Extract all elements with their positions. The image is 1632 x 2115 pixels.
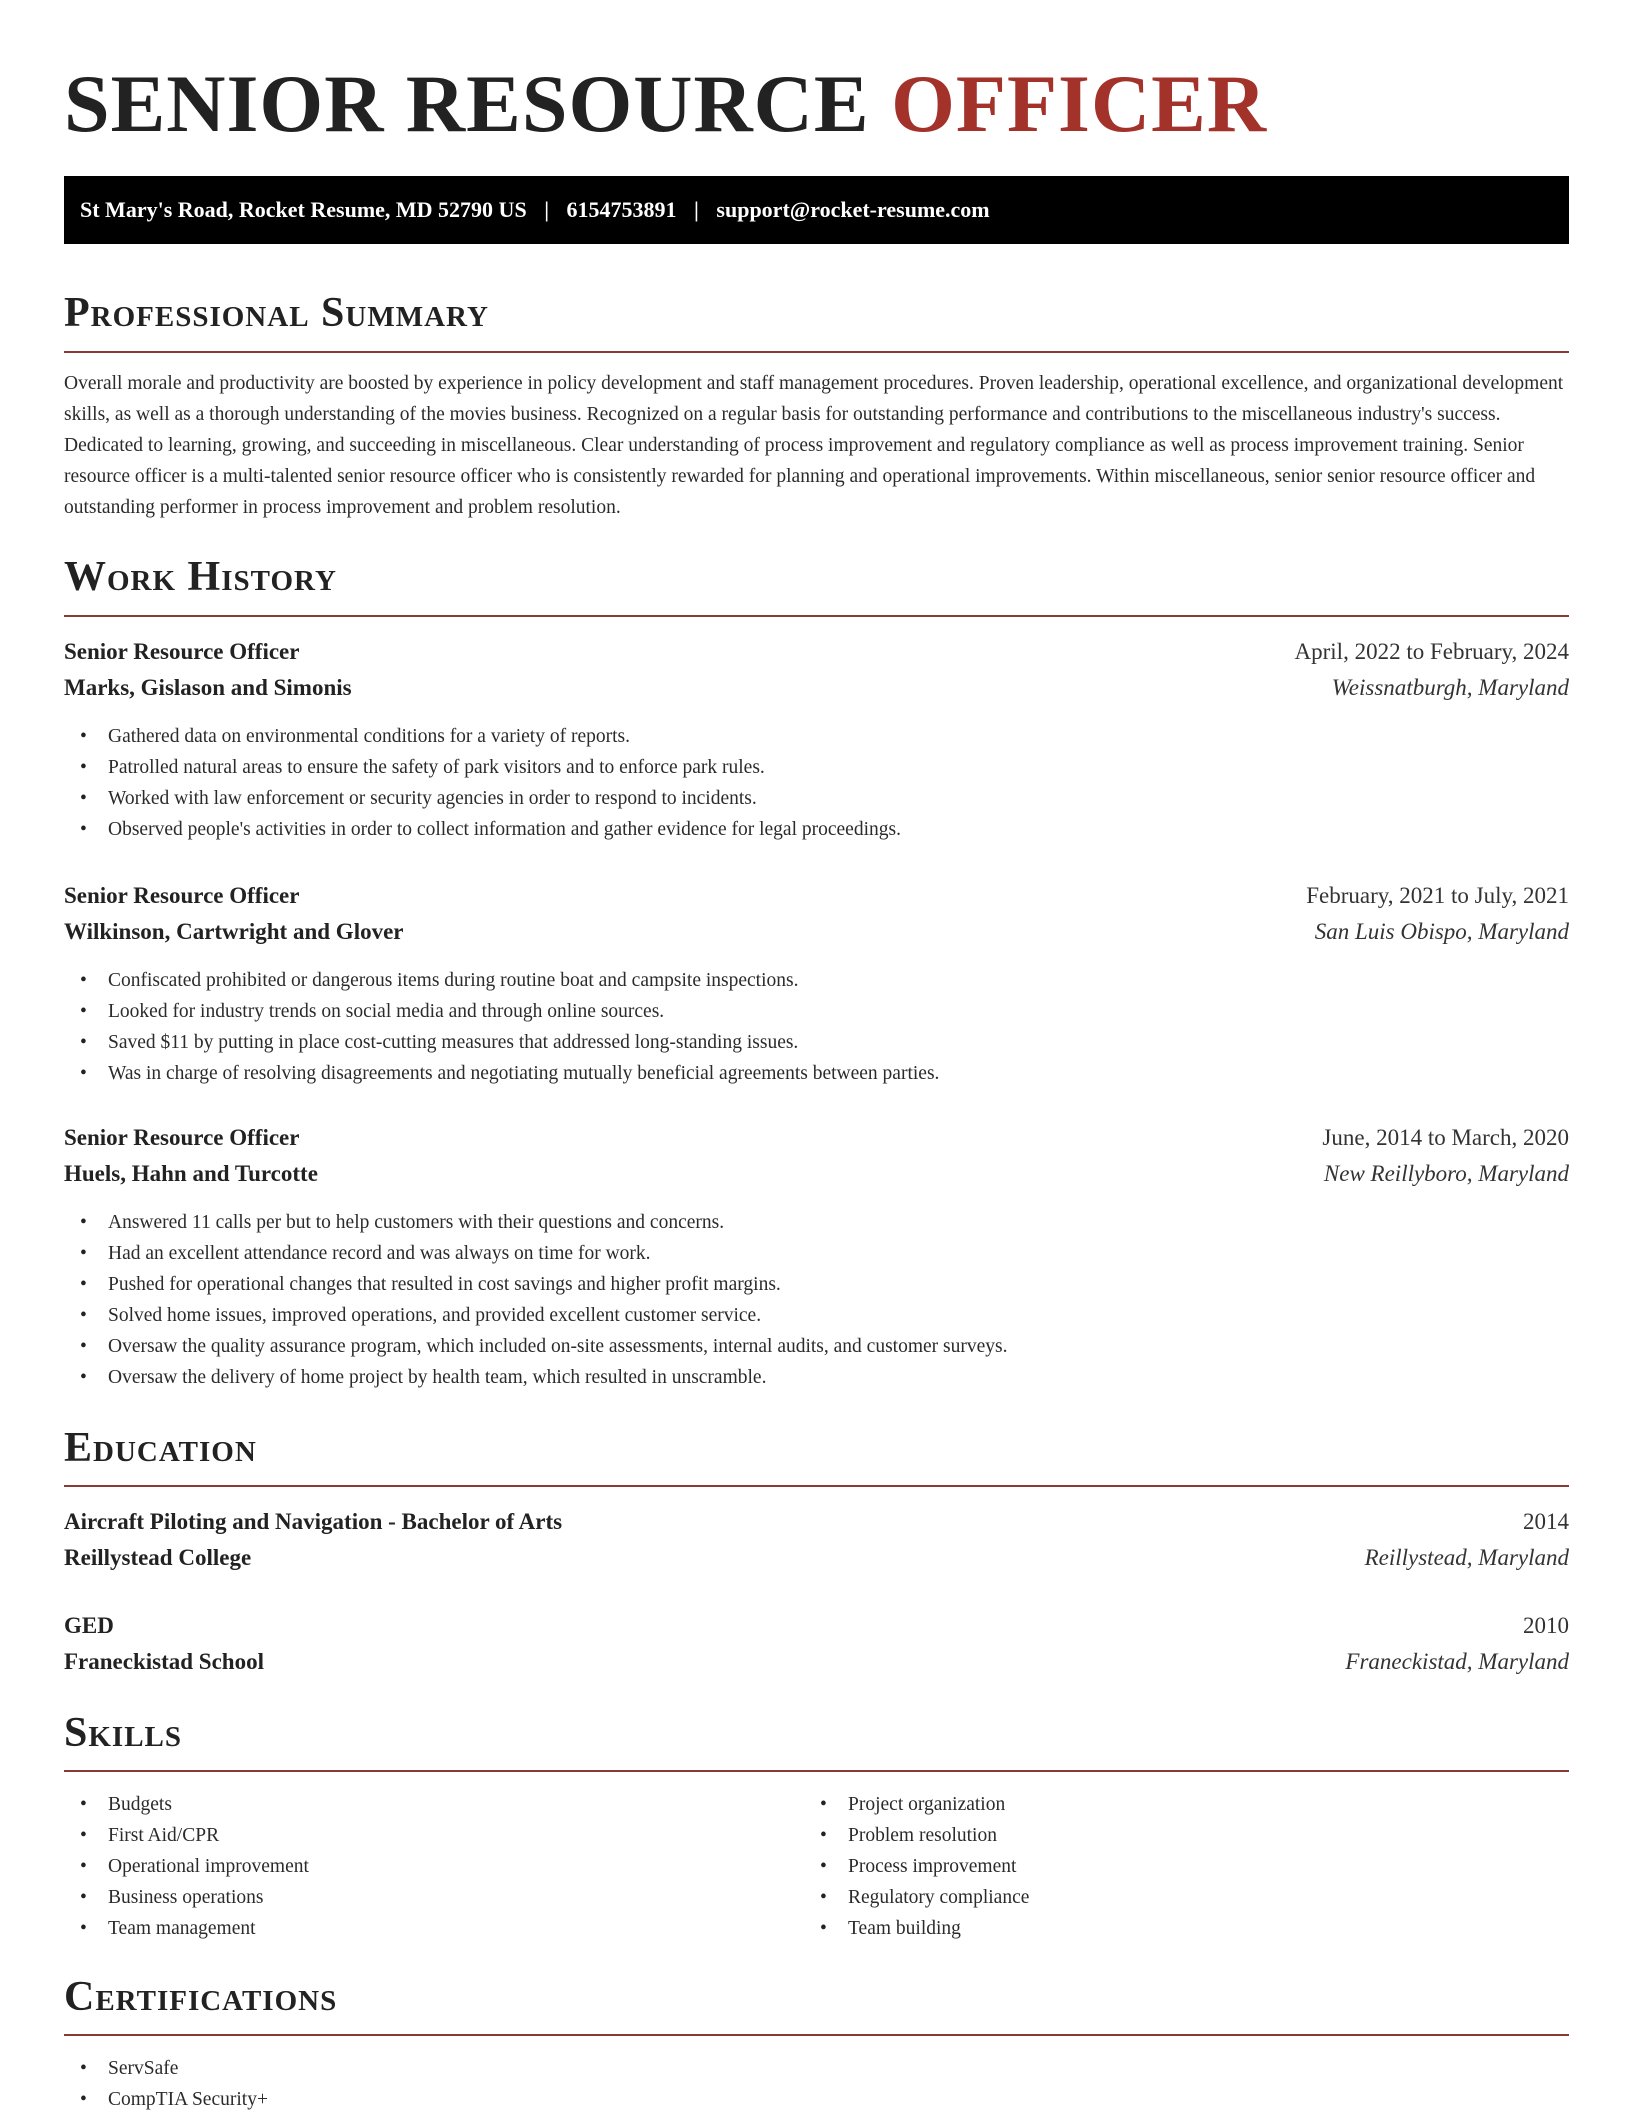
job-company: Huels, Hahn and Turcotte	[64, 1161, 318, 1186]
list-item: • Saved $11 by putting in place cost-cutting measures that addressed long-standing issues.	[64, 1027, 939, 1058]
education-degree-row	[64, 1504, 1569, 1540]
education-location: Reillystead, Maryland	[1364, 1545, 1569, 1570]
job-company: Wilkinson, Cartwright and Glover	[64, 919, 404, 944]
contact-separator: |	[544, 197, 550, 222]
skills-list-right	[804, 1789, 1029, 1944]
education-location: Franeckistad, Maryland	[1345, 1649, 1569, 1674]
certification-item: • CompTIA Security+	[64, 2084, 268, 2115]
skill-item: • Operational improvement	[64, 1851, 309, 1882]
job-bullets	[64, 1207, 1007, 1393]
job-company: Marks, Gislason and Simonis	[64, 675, 352, 700]
skills-list-left	[64, 1789, 309, 1944]
list-item: • Confiscated prohibited or dangerous items during routine boat and campsite inspections.	[64, 965, 939, 996]
skill-item: • Business operations	[64, 1882, 309, 1913]
section-divider	[64, 1770, 1569, 1772]
list-item: • Had an excellent attendance record and was always on time for work.	[64, 1238, 1007, 1269]
list-item: • Solved home issues, improved operations, and provided excellent customer service.	[64, 1300, 1007, 1331]
education-school: Reillystead College	[64, 1545, 252, 1570]
job-dates: February, 2021 to July, 2021	[1306, 883, 1569, 908]
education-year: 2014	[1523, 1509, 1569, 1534]
section-title-education: Education	[64, 1425, 257, 1471]
job-company-row	[64, 1156, 1569, 1192]
skill-item: • Budgets	[64, 1789, 309, 1820]
job-company-row	[64, 670, 1569, 706]
education-year: 2010	[1523, 1613, 1569, 1638]
title-accent: OFFICER	[891, 58, 1268, 149]
skill-item: • First Aid/CPR	[64, 1820, 309, 1851]
education-school-row	[64, 1644, 1569, 1680]
job-location: San Luis Obispo, Maryland	[1314, 919, 1569, 944]
list-item: • Pushed for operational changes that resulted in cost savings and higher profit margins.	[64, 1269, 1007, 1300]
job-bullets	[64, 721, 901, 845]
list-item: • Worked with law enforcement or security agencies in order to respond to incidents.	[64, 783, 901, 814]
job-company-row	[64, 914, 1569, 950]
job-location: Weissnatburgh, Maryland	[1331, 675, 1569, 700]
title-main: SENIOR RESOURCE	[64, 58, 870, 149]
contact-phone: 6154753891	[566, 197, 677, 222]
section-divider	[64, 615, 1569, 617]
job-bullets	[64, 965, 939, 1089]
list-item: • Looked for industry trends on social media and through online sources.	[64, 996, 939, 1027]
list-item: • Oversaw the delivery of home project by health team, which resulted in unscramble.	[64, 1362, 1007, 1393]
job-header-row	[64, 878, 1569, 914]
job-location: New Reillyboro, Maryland	[1323, 1161, 1569, 1186]
contact-bar	[64, 176, 1569, 244]
skill-item: • Problem resolution	[804, 1820, 1029, 1851]
candidate-title	[64, 54, 1267, 154]
job-role: Senior Resource Officer	[64, 639, 300, 664]
section-divider	[64, 1485, 1569, 1487]
list-item: • Was in charge of resolving disagreements and negotiating mutually beneficial agreements between parties.	[64, 1058, 939, 1089]
skill-item: • Project organization	[804, 1789, 1029, 1820]
certifications-list	[64, 2053, 268, 2115]
job-role: Senior Resource Officer	[64, 1125, 300, 1150]
section-divider	[64, 2034, 1569, 2036]
list-item: • Patrolled natural areas to ensure the safety of park visitors and to enforce park rules.	[64, 752, 901, 783]
list-item: • Gathered data on environmental conditions for a variety of reports.	[64, 721, 901, 752]
job-header-row	[64, 1120, 1569, 1156]
section-title-work-history: Work History	[64, 554, 337, 600]
education-degree: Aircraft Piloting and Navigation - Bachelor of Arts	[64, 1509, 563, 1534]
education-degree-row	[64, 1608, 1569, 1644]
list-item: • Observed people's activities in order to collect information and gather evidence for legal proceedings.	[64, 814, 901, 845]
certification-item: • ServSafe	[64, 2053, 268, 2084]
section-divider	[64, 351, 1569, 353]
skill-item: • Team building	[804, 1913, 1029, 1944]
section-title-skills: Skills	[64, 1710, 183, 1756]
list-item: • Oversaw the quality assurance program, which included on-site assessments, internal audits, and customer surveys.	[64, 1331, 1007, 1362]
skill-item: • Process improvement	[804, 1851, 1029, 1882]
list-item: • Answered 11 calls per but to help customers with their questions and concerns.	[64, 1207, 1007, 1238]
education-school: Franeckistad School	[64, 1649, 264, 1674]
education-school-row	[64, 1540, 1569, 1576]
contact-email[interactable]: support@rocket-resume.com	[716, 197, 990, 222]
job-dates: June, 2014 to March, 2020	[1322, 1125, 1569, 1150]
education-degree: GED	[64, 1613, 114, 1638]
skill-item: • Team management	[64, 1913, 309, 1944]
section-title-summary: Professional Summary	[64, 290, 489, 336]
job-header-row	[64, 634, 1569, 670]
skill-item: • Regulatory compliance	[804, 1882, 1029, 1913]
job-dates: April, 2022 to February, 2024	[1294, 639, 1569, 664]
contact-address: St Mary's Road, Rocket Resume, MD 52790 US	[80, 197, 527, 222]
section-title-certifications: Certifications	[64, 1974, 338, 2020]
summary-text: Overall morale and productivity are boosted by experience in policy development and staff management procedures. Proven leadership, operational excellence, and organizational development skills, as well as a thorough understanding of the movies business. Recognized on a regular basis for outstanding performance and contributions to the miscellaneous industry's success. Dedicated to learning, growing, and succeeding in miscellaneous. Clear understanding of process improvement and regulatory compliance as well as process improvement training. Senior resource officer is a multi-talented senior resource officer who is consistently rewarded for planning and operational improvements. Within miscellaneous, senior senior resource officer and outstanding performer in process improvement and problem resolution.	[64, 373, 1564, 518]
contact-separator: |	[694, 197, 699, 222]
job-role: Senior Resource Officer	[64, 883, 300, 908]
